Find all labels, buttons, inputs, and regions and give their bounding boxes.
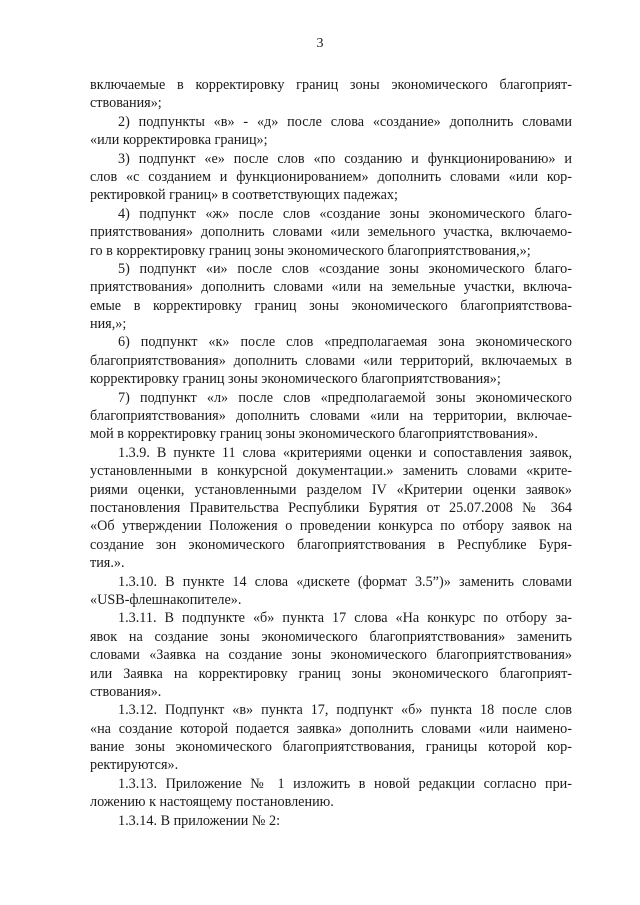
text-line: 1.3.9. В пункте 11 слова «критериями оценки и сопоставления заявок, (118, 444, 572, 461)
text-line: ния,»; (90, 316, 127, 333)
text-line: «на создание которой подается заявка» дополнить словами «или наимено- (90, 720, 572, 737)
text-line: приятствования» дополнить словами «или земельного участка, включаемо- (90, 224, 572, 241)
text-line: ректировкой границ» в соответствующих падежах; (90, 187, 398, 204)
text-line: благоприятствования» дополнить словами «или на территории, включае- (90, 408, 572, 425)
text-line: 6) подпункт «к» после слов «предполагаемая зона экономического (118, 334, 572, 351)
text-line: ствования»; (90, 95, 162, 112)
text-line: 2) подпункты «в» - «д» после слова «создание» дополнить словами (118, 113, 572, 130)
text-line: слов «с созданием и функционированием» дополнить словами «или кор- (90, 168, 572, 185)
text-line: или Заявка на корректировку границ зоны экономического благоприят- (90, 665, 572, 682)
text-line: ствования». (90, 683, 162, 700)
text-line: 1.3.11. В подпункте «б» пункта 17 слова «На конкурс по отбору за- (118, 610, 572, 627)
text-line: ректируются». (90, 757, 179, 774)
text-line: словами «Заявка на создание зоны экономического благоприятствования» (90, 647, 572, 664)
text-line: го в корректировку границ зоны экономического благоприятствования,»; (90, 242, 531, 259)
text-line: мой в корректировку границ зоны экономического благоприятствования». (90, 426, 538, 443)
text-line: 1.3.10. В пункте 14 слова «дискете (формат 3.5”)» заменить словами (118, 573, 572, 590)
text-line: корректировку границ зоны экономического благоприятствования»; (90, 371, 501, 388)
text-line: емые в корректировку границ зоны экономического благоприятствова- (90, 297, 572, 314)
text-line: 3) подпункт «е» после слов «по созданию и функционированию» и (118, 150, 572, 167)
text-line: 5) подпункт «и» после слов «создание зоны экономического благо- (118, 260, 572, 277)
text-line: приятствования» дополнить словами «или на земельные участки, включа- (90, 279, 572, 296)
text-line: ложению к настоящему постановлению. (90, 794, 334, 811)
page-number: 3 (316, 36, 324, 51)
text-line: 1.3.13. Приложение № 1 изложить в новой редакции согласно при- (118, 775, 572, 792)
text-line: создание зон экономического благоприятствования в Республике Буря- (90, 536, 572, 553)
text-line: 7) подпункт «л» после слов «предполагаемой зоны экономического (118, 389, 572, 406)
text-line: благоприятствования» дополнить словами «или территорий, включаемых в (90, 352, 572, 369)
text-line: тия.». (90, 555, 125, 572)
text-line: «или корректировка границ»; (90, 132, 268, 149)
document-body (90, 76, 572, 830)
text-line: установленными в конкурсной документации.» заменить словами «крите- (90, 463, 572, 480)
text-line: вание зоны экономического благоприятствования, границы которой кор- (90, 739, 572, 756)
text-line: «Об утверждении Положения о проведении конкурса по отбору заявок на (90, 518, 572, 535)
text-line: постановления Правительства Республики Бурятия от 25.07.2008 № 364 (90, 499, 572, 516)
text-line: явок на создание зоны экономического благоприятствования» заменить (90, 628, 572, 645)
text-line: «USB-флешнакопителе». (90, 591, 242, 608)
text-line: 1.3.12. Подпункт «в» пункта 17, подпункт «б» пункта 18 после слов (118, 702, 572, 719)
text-line: 4) подпункт «ж» после слов «создание зоны экономического благо- (118, 205, 572, 222)
text-line: риями оценки, установленными разделом IV «Критерии оценки заявок» (90, 481, 572, 498)
text-line: включаемые в корректировку границ зоны экономического благоприят- (90, 77, 572, 93)
text-line: 1.3.14. В приложении № 2: (118, 812, 281, 829)
